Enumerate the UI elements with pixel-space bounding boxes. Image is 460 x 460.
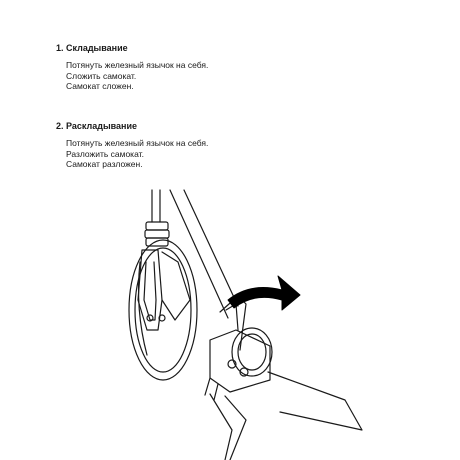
folding-joint [205, 296, 272, 400]
folding-step-3: Самокат сложен. [66, 81, 134, 91]
unfolding-title: 2. Раскладывание [56, 121, 138, 131]
folding-title: 1. Складывание [56, 43, 128, 53]
front-wheel [129, 240, 197, 380]
unfolding-step-1: Потянуть железный язычок на себя. [66, 138, 209, 148]
unfolding-step-3: Самокат разложен. [66, 159, 143, 169]
curved-arrow-icon [228, 276, 300, 310]
folding-step-1: Потянуть железный язычок на себя. [66, 60, 209, 70]
deck [210, 372, 362, 460]
front-fork [138, 250, 190, 330]
folding-step-2: Сложить самокат. [66, 70, 137, 81]
steering-column [145, 190, 238, 318]
unfolding-step-2: Разложить самокат. [66, 148, 144, 159]
